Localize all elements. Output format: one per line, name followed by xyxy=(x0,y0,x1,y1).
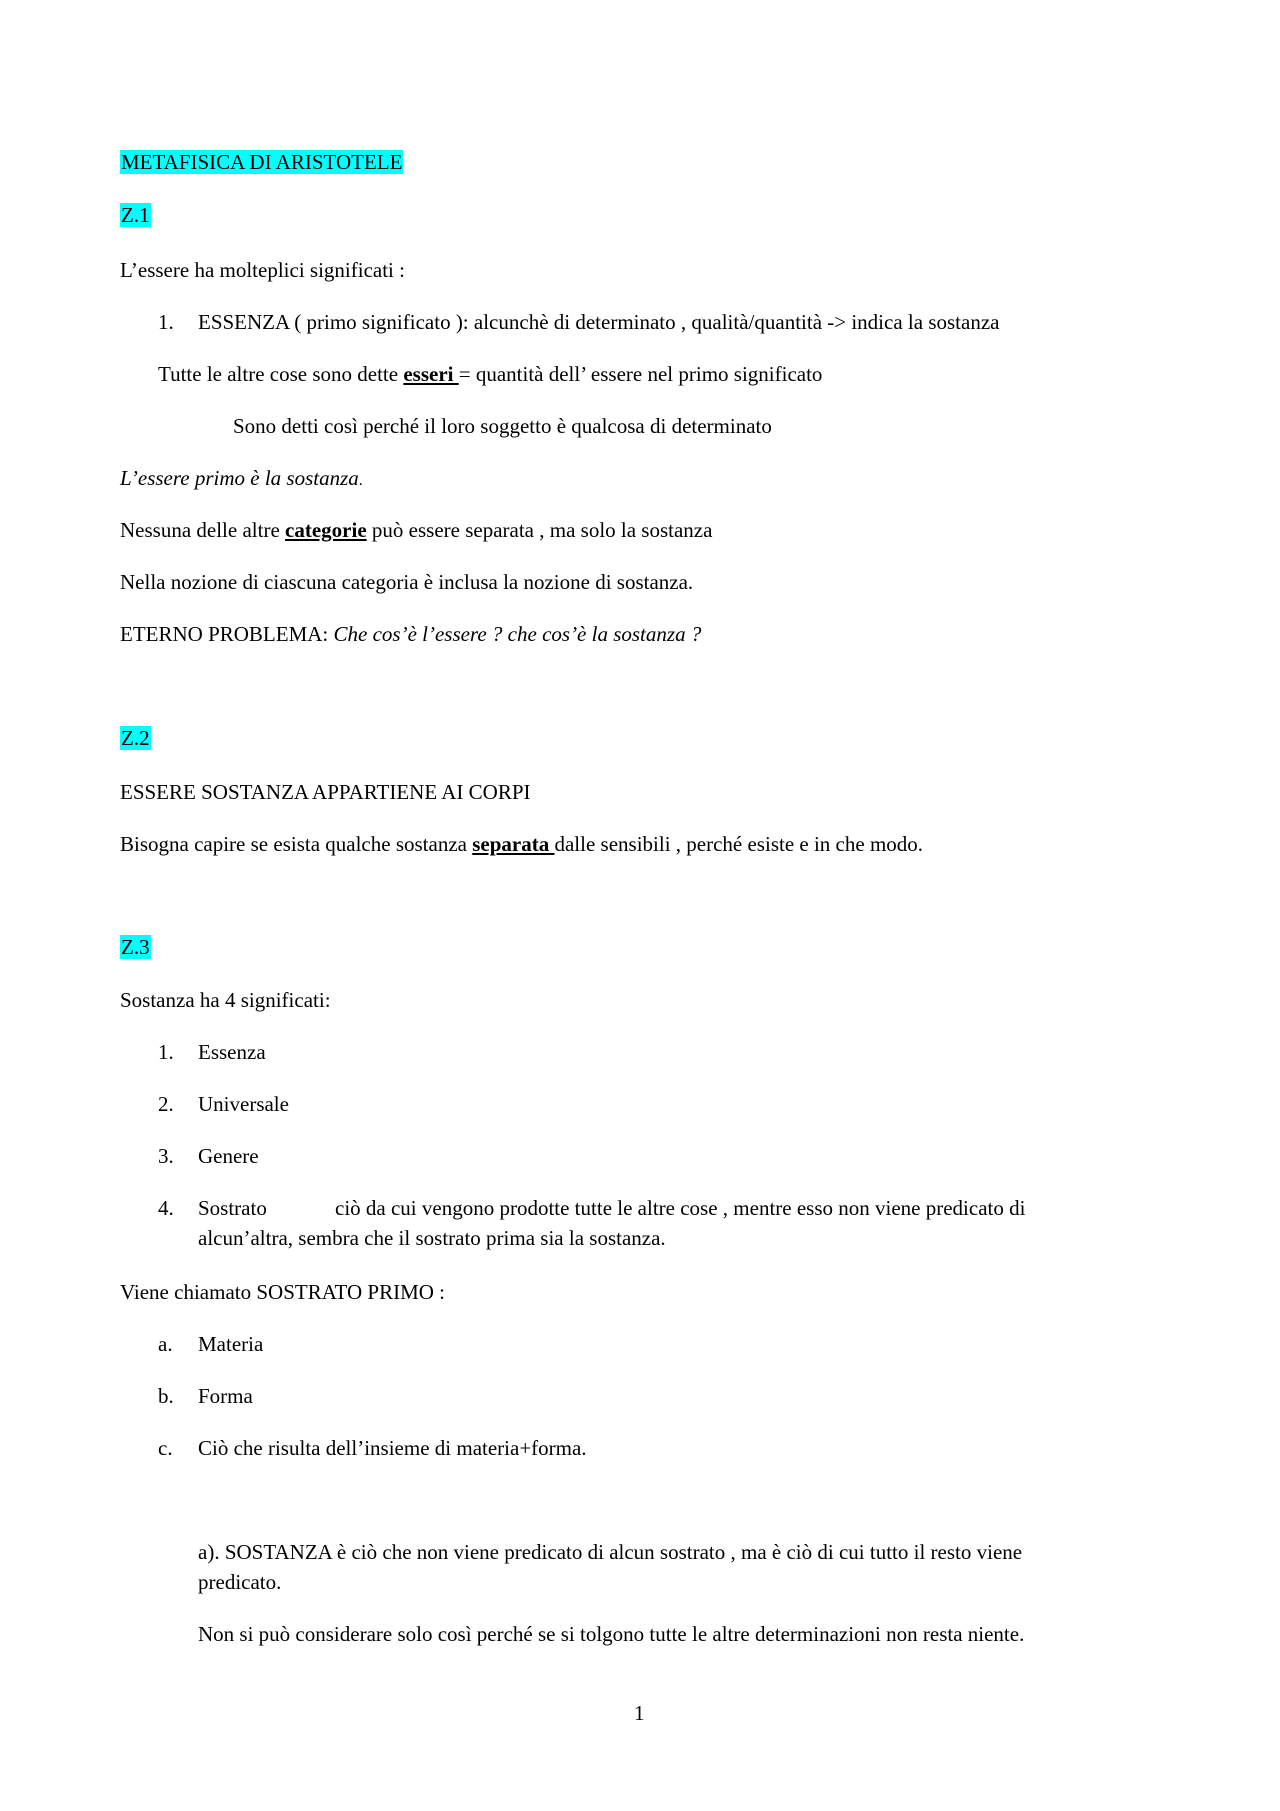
z1-intro: L’essere ha molteplici significati : xyxy=(120,258,405,282)
z1-none-line: Nessuna delle altre categorie può essere separata , ma solo la sostanza xyxy=(120,518,713,542)
z3-list-item-4-text: Sostrato xyxy=(198,1196,267,1220)
z3-sub-item-b-letter: b. xyxy=(158,1384,174,1408)
z3-list-item-4-number: 4. xyxy=(158,1196,174,1220)
z3-a-paragraph-2: Non si può considerare solo così perché se si tolgono tutte le altre determinazioni non resta niente. xyxy=(198,1622,1025,1646)
keyword-separata: separata xyxy=(472,832,555,856)
z3-list-item-4-desc-cont: alcun’altra, sembra che il sostrato prima sia la sostanza. xyxy=(198,1226,666,1250)
z3-list-item-1-number: 1. xyxy=(158,1040,174,1064)
section-heading-z2: Z.2 xyxy=(121,726,150,750)
z3-sub-item-a-letter: a. xyxy=(158,1332,173,1356)
z3-list-item-3-number: 3. xyxy=(158,1144,174,1168)
z3-a-paragraph-line1: a). SOSTANZA è ciò che non viene predicato di alcun sostrato , ma è ciò di cui tutto il resto viene xyxy=(198,1540,1023,1564)
list-number: 1. xyxy=(158,310,174,334)
z2-line2: Bisogna capire se esista qualche sostanza separata dalle sensibili , perché esiste e in che modo. xyxy=(120,832,924,856)
z1-said-so: Sono detti così perché il loro soggetto è qualcosa di determinato xyxy=(233,414,772,438)
z3-sub-item-c-letter: c. xyxy=(158,1436,173,1460)
z1-list-item-1 xyxy=(158,308,174,336)
z3-called: Viene chiamato SOSTRATO PRIMO : xyxy=(120,1280,446,1304)
z1-others-line: Tutte le altre cose sono dette esseri = quantità dell’ essere nel primo significato xyxy=(158,362,823,386)
keyword-categorie: categorie xyxy=(285,518,367,542)
z1-notion: Nella nozione di ciascuna categoria è inclusa la nozione di sostanza. xyxy=(120,570,694,594)
z3-a-paragraph-line2: predicato. xyxy=(198,1570,282,1594)
section-heading-z1: Z.1 xyxy=(121,203,150,227)
z3-list-item-2-text: Universale xyxy=(198,1092,289,1116)
z3-list-item-1-text: Essenza xyxy=(198,1040,266,1064)
z3-list-item-3-text: Genere xyxy=(198,1144,259,1168)
z3-sub-item-b-text: Forma xyxy=(198,1384,253,1408)
z1-problem: ETERNO PROBLEMA: Che cos’è l’essere ? che cos’è la sostanza ? xyxy=(120,622,702,646)
z2-line1: ESSERE SOSTANZA APPARTIENE AI CORPI xyxy=(120,780,531,804)
section-heading-z3: Z.3 xyxy=(121,935,150,959)
z3-intro: Sostanza ha 4 significati: xyxy=(120,988,331,1012)
page-number: 1 xyxy=(634,1701,645,1725)
z3-list-item-4-desc: ciò da cui vengono prodotte tutte le altre cose , mentre esso non viene predicato di xyxy=(335,1196,1026,1220)
z3-sub-item-c-text: Ciò che risulta dell’insieme di materia+forma. xyxy=(198,1436,587,1460)
document-title: METAFISICA DI ARISTOTELE xyxy=(121,150,403,174)
z3-list-item-2-number: 2. xyxy=(158,1092,174,1116)
keyword-esseri: esseri xyxy=(403,362,459,386)
z1-list-item-1-text: ESSENZA ( primo significato ): alcunchè di determinato , qualità/quantità -> indica la sostanza xyxy=(198,310,1000,334)
z3-sub-item-a-text: Materia xyxy=(198,1332,264,1356)
z1-first-being: L’essere primo è la sostanza. xyxy=(120,466,363,490)
